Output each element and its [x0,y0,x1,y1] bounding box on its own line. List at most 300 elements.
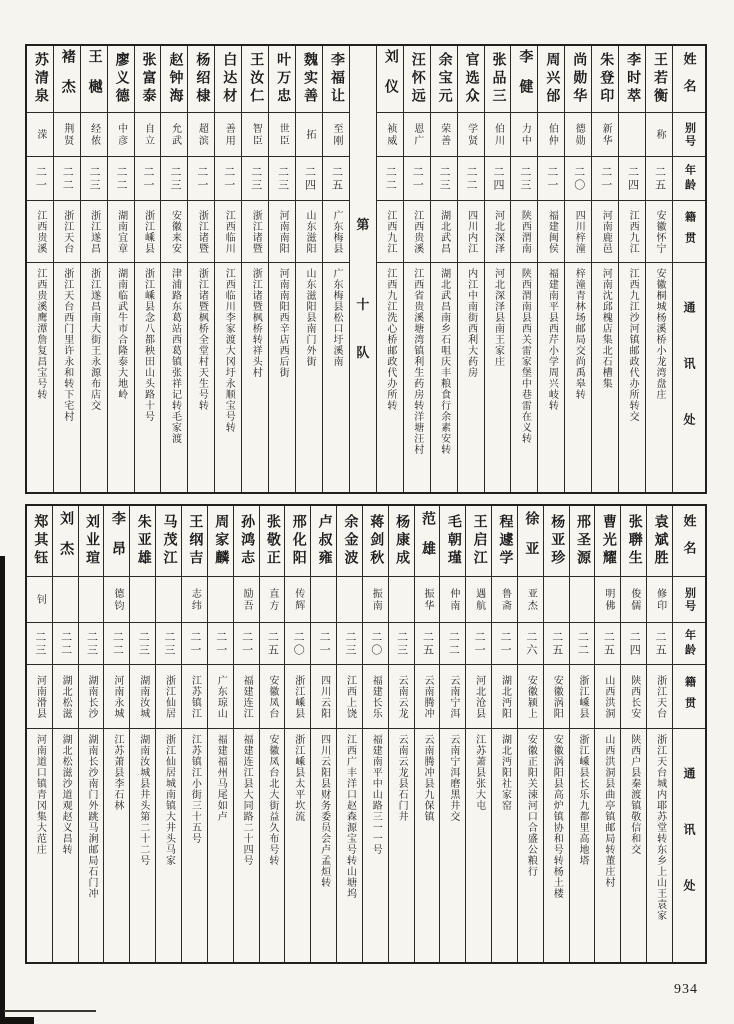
address-text: 湖北松滋沙道观赵义昌转 [60,734,72,855]
age-cell [208,623,233,665]
name-cell [592,46,618,113]
address-cell [389,729,414,962]
alias-text: 德钧 [111,587,123,612]
age-text: 二四 [303,165,316,192]
native-text: 山西洪洞 [602,674,614,719]
address-cell [311,729,336,962]
alias-text: 中彦 [115,122,127,147]
address-text: 陕西渭南县西关雷家堡中巷雷在义转 [519,268,531,444]
age-cell [182,623,207,665]
person-column [215,46,242,492]
age-cell [595,623,620,665]
alias-cell [27,577,52,623]
person-column [647,506,673,962]
address-text: 浙江天台城内耶苏堂转东乡上山王袁家 [654,734,666,921]
address-text: 梓潼青林场邮局交尚禹皋转 [573,268,585,400]
name-text: 袁斌胜 [652,514,668,568]
alias-cell [234,577,259,623]
native-text: 云南云龙 [396,674,408,719]
name-cell [485,46,511,113]
alias-text: 溁 [34,128,46,141]
native-text: 福建长乐 [370,674,382,719]
name-cell [242,46,268,113]
name-text: 范雄 [419,511,435,571]
age-cell [485,157,511,201]
person-column [104,506,130,962]
age-text: 二五 [602,630,615,657]
name-cell [215,46,241,113]
address-cell [647,729,672,962]
name-text: 廖义德 [113,52,129,106]
name-text: 李昂 [109,511,125,571]
address-cell [592,263,618,492]
age-text: 二四 [628,630,641,657]
address-cell [242,263,268,492]
name-text: 马茂江 [161,514,177,568]
person-column [54,46,81,492]
age-text: 二五 [550,630,563,657]
name-cell [135,46,161,113]
name-text: 李健 [517,49,533,109]
native-text: 湖北松滋 [60,674,72,719]
address-text: 山西洪洞县曲亭镇邮局转董庄村 [602,734,614,888]
address-cell [27,263,53,492]
person-column [130,506,156,962]
age-cell [81,157,107,201]
native-text: 安徽怀宁 [654,209,666,254]
native-text: 安徽涡阳 [551,674,563,719]
person-column [538,46,565,492]
name-cell [389,506,414,577]
alias-cell [135,113,161,157]
native-cell [79,665,104,729]
name-text: 赵钟海 [167,52,183,106]
name-text: 汪怀远 [409,52,425,106]
age-cell [565,157,591,201]
person-column [323,46,350,492]
age-text: 二二 [384,165,397,192]
age-cell [130,623,155,665]
native-text: 四川内江 [465,209,477,254]
name-cell [440,506,465,577]
person-column [208,506,234,962]
age-cell [458,157,484,201]
name-cell [565,46,591,113]
age-text: 二〇 [572,165,585,192]
address-cell [130,729,155,962]
name-cell [538,46,564,113]
address-text: 江西贵溪鹰潭詹复昌宝号转 [34,268,46,400]
age-text: 二三 [168,165,181,192]
name-cell [311,506,336,577]
alias-cell [646,113,672,157]
native-cell [54,201,80,263]
native-text: 河南永城 [111,674,123,719]
alias-cell [363,577,388,623]
native-cell [621,665,646,729]
alias-text: 世臣 [277,122,289,147]
name-text: 朱亚雄 [135,514,151,568]
name-cell [323,46,349,113]
name-text: 官选众 [463,52,479,106]
person-column [377,46,404,492]
age-text: 二一 [545,165,558,192]
native-cell [260,665,285,729]
address-text: 河南南阳西辛店西后街 [277,268,289,378]
name-text: 杨亚珍 [549,514,565,568]
header-name-text: 姓名 [681,514,697,568]
address-cell [156,729,181,962]
native-cell [485,201,511,263]
native-text: 福建闽侯 [546,209,558,254]
person-column [27,506,53,962]
name-text: 余金波 [342,514,358,568]
address-text: 江苏镇江小街三十五号 [189,734,201,844]
address-cell [108,263,134,492]
address-text: 浙江诸暨枫桥全堂村天生号转 [196,268,208,411]
native-text: 浙江嵊县 [292,674,304,719]
age-text: 二一 [34,165,47,192]
alias-cell [285,577,310,623]
native-cell [161,201,187,263]
person-column [415,506,441,962]
native-text: 江西贵溪 [34,209,46,254]
alias-cell [518,577,543,623]
alias-cell [53,577,78,623]
native-cell [337,665,362,729]
header-native-text: 籍贯 [683,210,696,253]
alias-text: 振华 [421,587,433,612]
name-cell [104,506,129,577]
native-text: 湖南汝城 [137,674,149,719]
alias-text: 新华 [600,122,612,147]
person-column [570,506,596,962]
alias-cell [242,113,268,157]
name-text: 朱登印 [598,52,614,106]
alias-text: 超滨 [196,122,208,147]
age-cell [108,157,134,201]
age-cell [570,623,595,665]
scan-artifact-bottom-line [4,1010,96,1012]
name-text: 蒋剑秋 [368,514,384,568]
address-cell [234,729,259,962]
name-cell [234,506,259,577]
alias-cell [492,577,517,623]
native-cell [130,665,155,729]
header-address-cell [673,263,705,492]
address-text: 安徽凤台北大街益久布号转 [266,734,278,866]
address-cell [269,263,295,492]
native-text: 湖北武昌 [438,209,450,254]
name-text: 郑其钰 [32,514,48,568]
age-text: 二二 [61,165,74,192]
age-text: 二一 [222,165,235,192]
address-text: 江西广丰洋口赵森源宝号转山塘坞 [344,734,356,899]
native-cell [511,201,537,263]
address-cell [518,729,543,962]
alias-text: 传辉 [292,587,304,612]
name-text: 张聨生 [626,514,642,568]
alias-text: 俊儒 [628,587,640,612]
name-cell [260,506,285,577]
alias-text: 直方 [266,587,278,612]
age-cell [337,623,362,665]
address-cell [404,263,430,492]
roster-table-bottom [25,504,707,964]
address-cell [511,263,537,492]
alias-text: 鲁斋 [499,587,511,612]
native-text: 河北沧县 [473,674,485,719]
native-cell [404,201,430,263]
alias-text: 智臣 [250,122,262,147]
name-text: 刘仪 [382,49,398,109]
alias-cell [296,113,322,157]
address-cell [440,729,465,962]
address-text: 浙江诸暨枫桥转祥头村 [250,268,262,378]
person-column [108,46,135,492]
name-text: 邢圣源 [575,514,591,568]
native-cell [492,665,517,729]
age-text: 二五 [654,630,667,657]
address-cell [79,729,104,962]
address-cell [377,263,403,492]
page-number: 934 [674,982,698,997]
age-text: 二三 [395,630,408,657]
native-text: 江西临川 [223,209,235,254]
unit-marker-char: 队 [356,345,370,360]
age-text: 二二 [447,630,460,657]
person-column [389,506,415,962]
alias-cell [156,577,181,623]
address-text: 湖北武昌南乡石咀庆丰粮食行余素安转 [438,268,450,455]
native-cell [389,665,414,729]
native-text: 福建连江 [241,674,253,719]
native-text: 广东梅县 [330,209,342,254]
name-text: 卢叔雍 [316,514,332,568]
age-text: 二二 [111,630,124,657]
name-text: 徐亚 [523,511,539,571]
name-cell [54,46,80,113]
alias-cell [431,113,457,157]
alias-text: 力中 [519,122,531,147]
address-text: 云南腾冲县九保镇 [421,734,433,822]
alias-text: 祯威 [384,122,396,147]
native-text: 江西上饶 [344,674,356,719]
alias-cell [182,577,207,623]
native-text: 四川梓潼 [573,209,585,254]
person-column [337,506,363,962]
header-native-cell [673,665,705,729]
native-cell [215,201,241,263]
address-text: 山东滋阳县南门外街 [304,268,316,367]
address-cell [208,729,233,962]
address-cell [104,729,129,962]
header-name-text: 姓名 [681,52,697,106]
alias-text: 伯川 [492,122,504,147]
native-cell [285,665,310,729]
person-column [79,506,105,962]
person-column [234,506,260,962]
age-cell [135,157,161,201]
age-text: 二四 [626,165,639,192]
address-cell [182,729,207,962]
native-cell [518,665,543,729]
person-column [619,46,646,492]
address-cell [570,729,595,962]
name-cell [570,506,595,577]
native-text: 陕西长安 [628,674,640,719]
native-cell [323,201,349,263]
name-text: 程遽学 [497,514,513,568]
native-text: 浙江天台 [654,674,666,719]
native-cell [466,665,491,729]
alias-cell [130,577,155,623]
address-cell [544,729,569,962]
native-cell [544,665,569,729]
address-cell [619,263,645,492]
address-text: 浙江嵊县长乐九都里高地塔 [577,734,589,866]
address-text: 云南宁洱磨黑井交 [447,734,459,822]
person-column [296,46,323,492]
alias-cell [565,113,591,157]
age-cell [646,157,672,201]
address-text: 湖北沔阳社家窑 [499,734,511,811]
age-cell [188,157,214,201]
alias-text: 德勋 [573,122,585,147]
name-text: 尚勋华 [571,52,587,106]
name-text: 王纲吉 [187,514,203,568]
age-text: 二三 [249,165,262,192]
header-alias-cell [673,577,705,623]
person-column [260,506,286,962]
address-text: 浙江嵊县太平坎流 [292,734,304,822]
alias-cell [323,113,349,157]
person-column [458,46,485,492]
name-cell [269,46,295,113]
age-cell [215,157,241,201]
address-text: 广东梅县松口圩溪南 [330,268,342,367]
age-text: 二〇 [292,630,305,657]
address-text: 安徽桐城杨溪桥小龙湾盘庄 [654,268,666,400]
name-cell [285,506,310,577]
alias-cell [377,113,403,157]
age-cell [363,623,388,665]
name-cell [79,506,104,577]
header-name-cell [673,46,705,113]
alias-cell [54,113,80,157]
native-text: 浙江诸暨 [250,209,262,254]
address-text: 浙江天台西门里许永和转下宅村 [61,268,73,422]
native-text: 安徽颍上 [525,674,537,719]
alias-text: 拓 [304,128,316,141]
native-cell [269,201,295,263]
alias-cell [404,113,430,157]
alias-text: 振南 [370,587,382,612]
person-column [431,46,458,492]
address-text: 江西九江沙河镇邮政代办所转交 [627,268,639,422]
name-cell [431,46,457,113]
header-address-cell [673,729,705,962]
age-text: 二二 [465,165,478,192]
alias-text: 经侬 [88,122,100,147]
address-text: 浙江仙居城南镇大井头马家 [163,734,175,866]
person-column [161,46,188,492]
native-text: 河南滑县 [34,674,46,719]
age-cell [440,623,465,665]
person-column [518,506,544,962]
name-cell [337,506,362,577]
age-text: 二一 [142,165,155,192]
alias-cell [337,577,362,623]
age-cell [260,623,285,665]
age-text: 二一 [599,165,612,192]
address-cell [135,263,161,492]
name-text: 李时萃 [625,52,641,106]
name-text: 余宝元 [436,52,452,106]
age-cell [377,157,403,201]
name-cell [363,506,388,577]
name-text: 叶万忠 [275,52,291,106]
name-cell [647,506,672,577]
name-text: 王汝仁 [248,52,264,106]
native-cell [377,201,403,263]
native-cell [646,201,672,263]
name-cell [518,506,543,577]
name-text: 杨康成 [394,514,410,568]
native-cell [188,201,214,263]
name-text: 王若衡 [652,52,668,106]
header-address-text: 通讯处 [682,301,696,469]
alias-text: 荆贤 [61,122,73,147]
header-age-text: 年龄 [683,628,696,659]
name-text: 杨绍棣 [194,52,210,106]
name-text: 李福让 [328,52,344,106]
name-cell [156,506,181,577]
age-cell [311,623,336,665]
scan-artifact-corner [0,1017,34,1024]
alias-cell [81,113,107,157]
person-column [188,46,215,492]
person-column [53,506,79,962]
name-text: 刘杰 [58,511,74,571]
name-text: 张敬正 [264,514,280,568]
alias-text: 荣善 [438,122,450,147]
native-text: 浙江天台 [61,209,73,254]
name-cell [182,506,207,577]
alias-text: 自立 [142,122,154,147]
address-cell [54,263,80,492]
native-text: 浙江遂昌 [88,209,100,254]
age-cell [518,623,543,665]
age-cell [296,157,322,201]
name-cell [466,506,491,577]
header-age-text: 年龄 [683,163,696,194]
address-text: 湖南临武牛市合隆泰大地岭 [115,268,127,400]
age-text: 二二 [576,630,589,657]
native-cell [363,665,388,729]
name-cell [188,46,214,113]
name-text: 张富泰 [140,52,156,106]
person-column [646,46,673,492]
address-text: 湖南长沙南门外跳马涧邮局石门冲 [86,734,98,899]
age-cell [431,157,457,201]
alias-cell [570,577,595,623]
address-text: 四川云阳县财务委员会卢孟烜转 [318,734,330,888]
name-cell [458,46,484,113]
age-text: 二六 [524,630,537,657]
age-text: 二〇 [369,630,382,657]
native-cell [595,665,620,729]
